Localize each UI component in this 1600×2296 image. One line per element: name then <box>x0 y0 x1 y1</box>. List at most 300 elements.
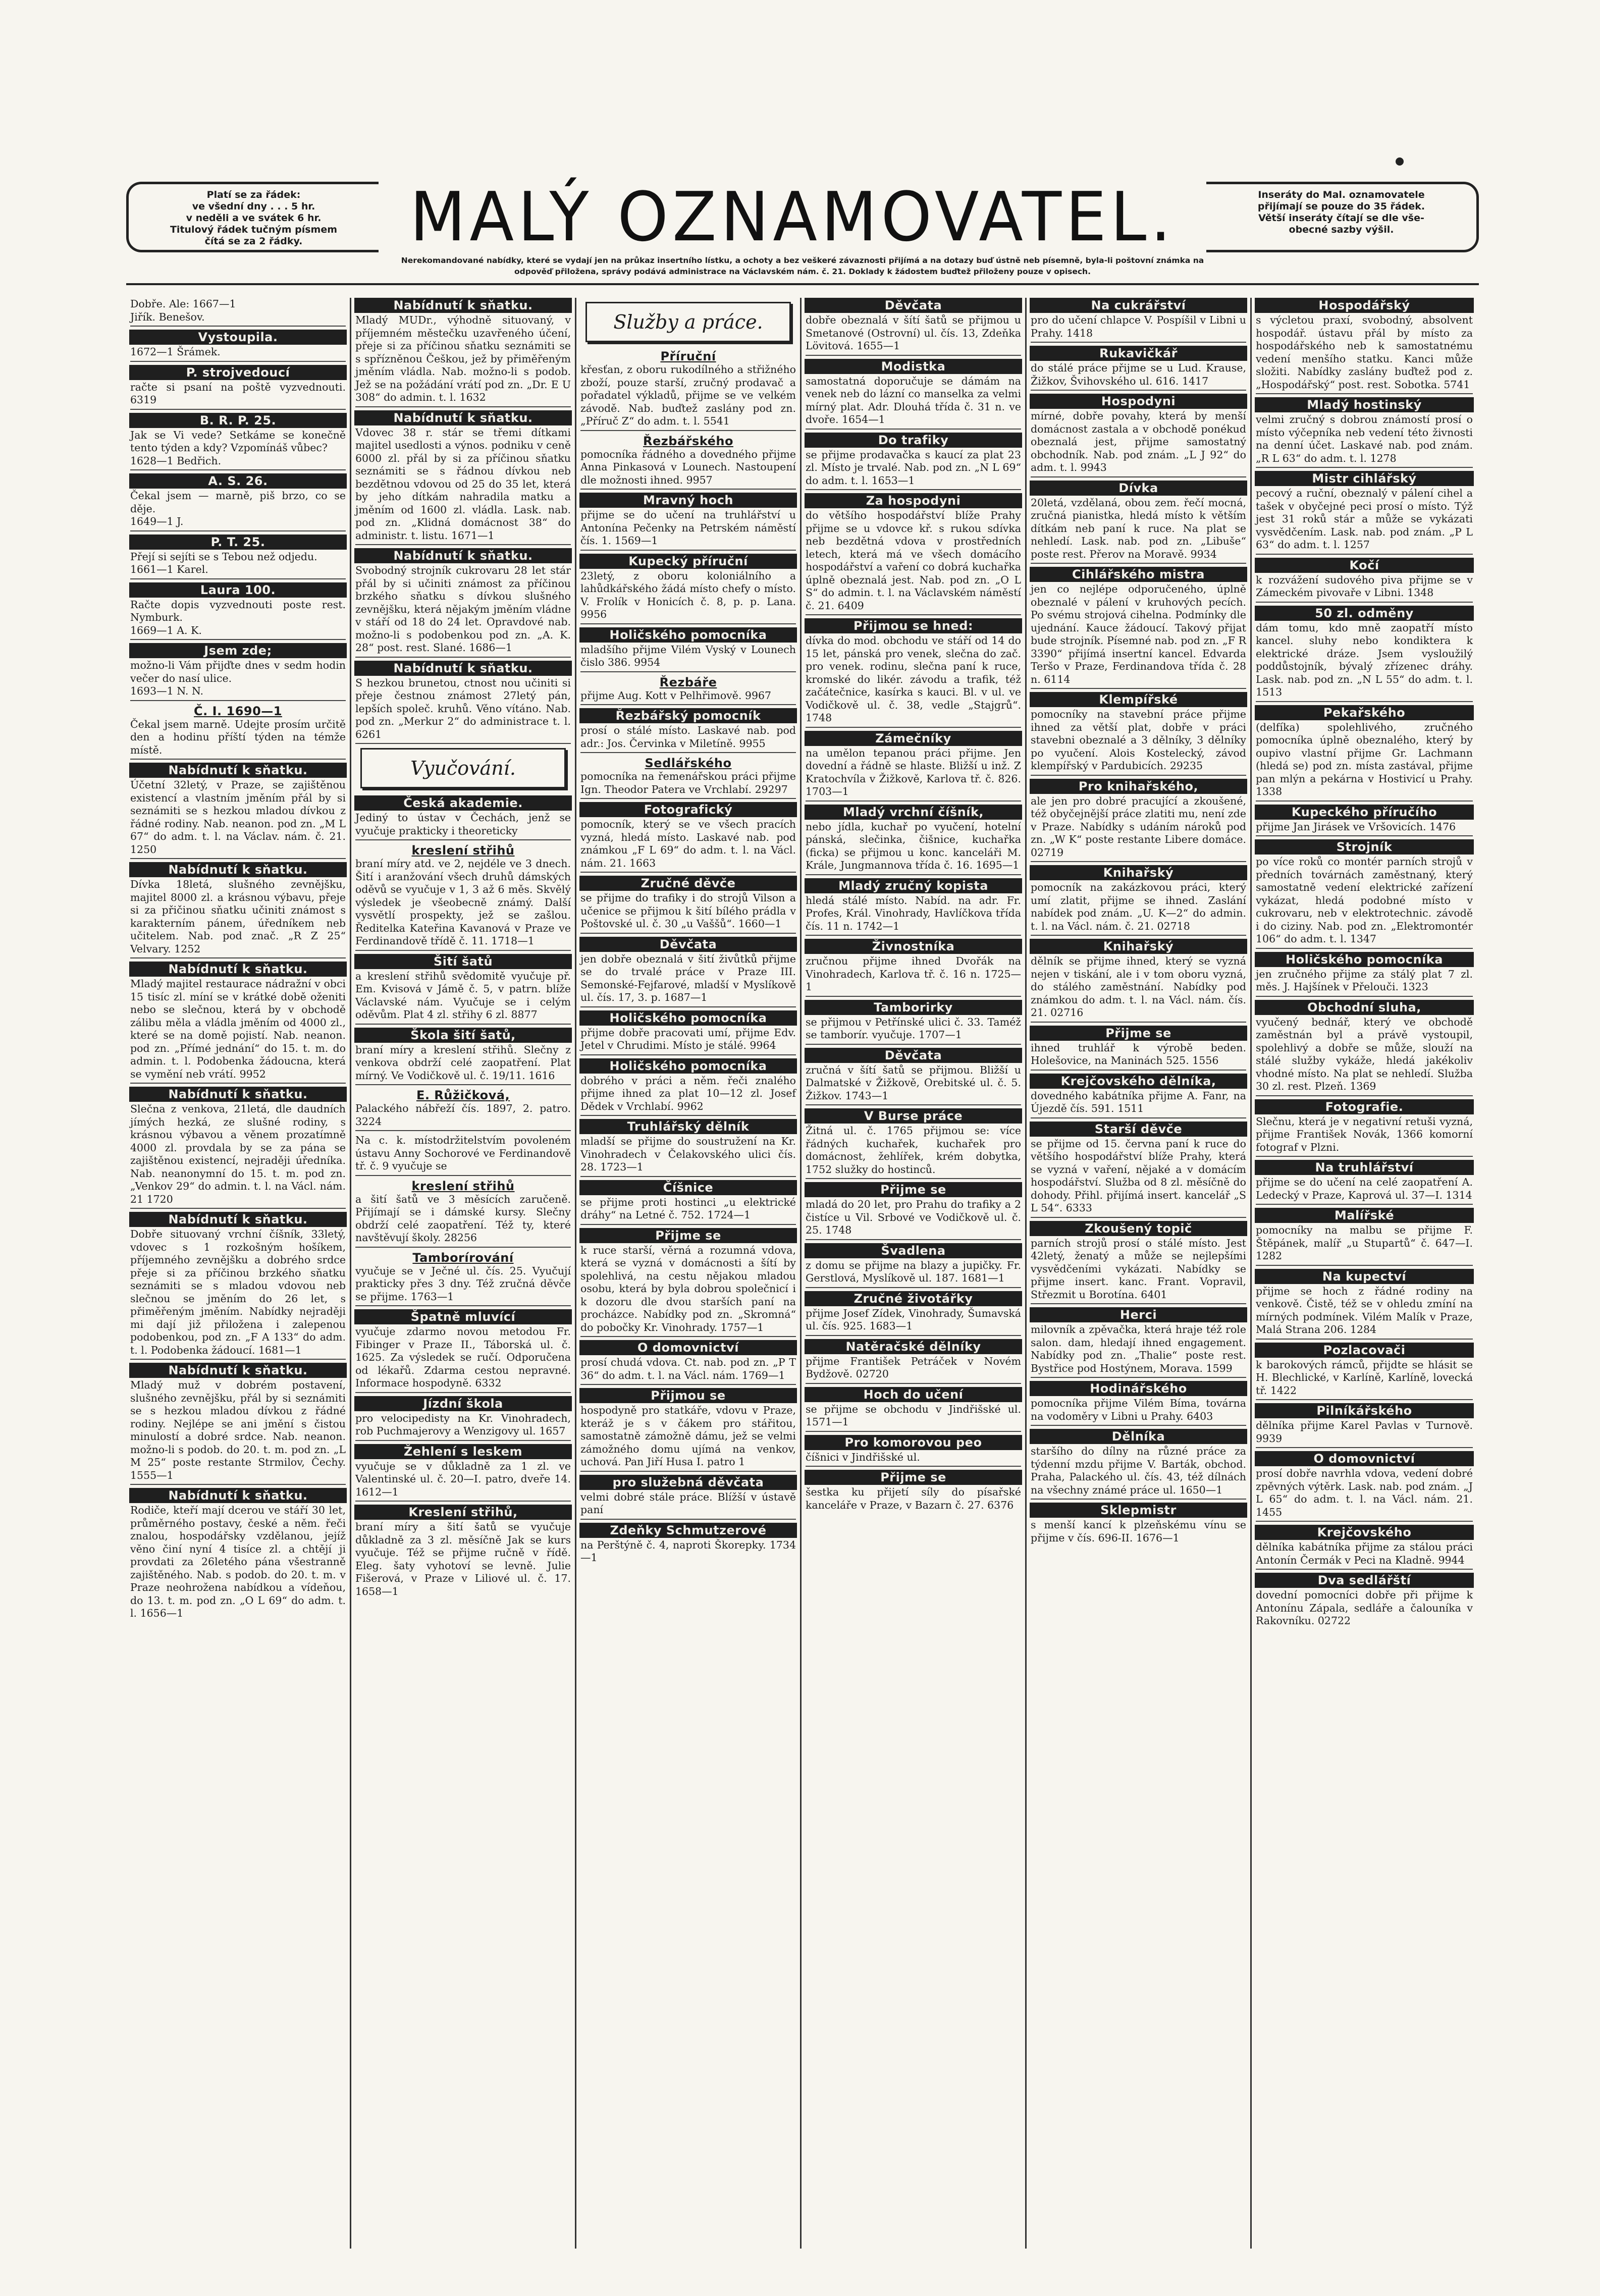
ink-dot <box>1396 157 1404 166</box>
newspaper-page <box>126 174 1479 2244</box>
section-title-text: MALÝ OZNAMOVATEL. <box>410 177 1175 257</box>
classified-ad <box>130 1363 346 1485</box>
ad-heading: Mladý zručný kopista <box>805 878 1022 893</box>
ad-heading: Malířské <box>1255 1208 1474 1223</box>
ad-body: vyučený bednář, který ve obchodě zaměstnán byl a právě vystoupil, spolehlivý a dobře se může, slouží na stálé služby vykáže, hledá jakékoliv vhodné místo. Na plat se nehledí. Služba 30 zl. rest. Plzeň. 1369 <box>1256 1016 1473 1092</box>
ad-heading: Dělníka <box>1030 1429 1247 1444</box>
classified-ad <box>355 661 571 744</box>
classified-ad <box>130 365 346 410</box>
classified-ad <box>580 876 796 934</box>
ad-body: parních strojů prosí o stálé místo. Jest 42letý, ženatý a může se nejlepšími vysvědčeními vykázati. Nabídky se přijme insert. kanc. Frant. Vopravil, Střezmit u Borotína. 6401 <box>1031 1237 1246 1301</box>
ad-heading: Holičského pomocníka <box>579 1010 797 1026</box>
classified-ad <box>130 862 346 958</box>
ad-body: z domu se přijme na blazy a jupičky. Fr. Gerstlová, Myslíkově ul. 187. 1681—1 <box>806 1259 1021 1284</box>
classified-ad <box>580 1010 796 1055</box>
ad-body: 23letý, z oboru koloniálního a lahůdkářského žádá místo chefy o místo. V. Frolík v Honicích č. 8, p. p. Lana. 9956 <box>580 569 796 620</box>
classified-ad <box>130 582 346 640</box>
classified-ad <box>806 493 1021 615</box>
classified-ad <box>1031 939 1246 1023</box>
ad-heading: Mravný hoch <box>579 493 797 508</box>
ad-heading: Krejčovského <box>1255 1525 1474 1540</box>
classified-ad <box>580 434 796 490</box>
ad-heading: Mladý vrchní číšník, <box>805 805 1022 820</box>
ad-body: Vdovec 38 r. stár se třemi dítkami majitel usedlosti a výnos. podniku v ceně 6000 zl. přál by si za příčinou sňatku seznámiti se s řádnou dívkou neb bezdětnou vdovou od 25 do 35 let, která by jeho dítkám nahradila matku a jměním od 1600 zl. vládla. Lask. nab. pod zn. „Klidná domácnost 38“ do administr. t. listu. 1671—1 <box>355 426 571 542</box>
ad-heading: Na truhlářství <box>1255 1160 1474 1175</box>
ad-body: se přijme do trafiky i do strojů Vilson a učenice se přijmou k šití bílého prádla v Poštovské ul. č. 30 „u Vaššů“. 1660—1 <box>580 892 796 930</box>
ad-heading: Knihařský <box>1030 865 1247 880</box>
classified-ad <box>1256 606 1473 702</box>
classified-ad <box>806 1048 1021 1106</box>
ad-body: Rodiče, kteří mají dcerou ve stáří 30 let, průměrného postavy, české a něm. řeči znalou, hospodářsky vzdělanou, jejíž věno činí nyní 4 tisíce zl. a chtějí ji provdati za 26letého pána všestranně zajištěného. Nab. s podob. do 20. t. m. v Praze neohrožena nabídkou a vídeňou, do 13. t. m. pod zn. „O L 69“ do adm. t. l. 1656—1 <box>130 1504 346 1619</box>
rules-line: Větší inseráty čítají se dle vše- <box>1258 212 1424 224</box>
ad-body: nebo jídla, kuchař po vyučení, hotelní pánská, slečinka, čišnice, kuchařka (ficka) se přijmou u konc. kanceláři M. Krále, Jungmannova třída č. 16. 1695—1 <box>806 820 1021 871</box>
classified-ad <box>1031 480 1246 564</box>
ad-body: braní míry atd. ve 2, nejdéle ve 3 dnech. Šití i aranžování všech druhů dámských oděvů se vyučuje v 1, 3 až 6 měs. Skvělý výsledek je všeobecně známý. Další vysvětlí prospekty, jež se zašlou. Ředitelka Kateřina Kavanová v Praze ve Ferdinandově třídě č. 11. 1718—1 <box>355 858 571 947</box>
ad-body: pomocníka na řemenářskou práci přijme Ign. Theodor Patera ve Vrchlabí. 29297 <box>580 770 796 795</box>
classified-ad <box>1256 1343 1473 1401</box>
classified-ad <box>806 1470 1021 1514</box>
ad-body: se přijme proti hostinci „u elektrické dráhy“ na Letné č. 752. 1724—1 <box>580 1196 796 1221</box>
ad-heading: Fotografický <box>579 802 797 817</box>
ad-body: velmi zručný s dobrou známostí prosí o místo výčepníka neb vedení této živnosti na denní účet. Laskavé nab. pod znám. „R L 63“ do adm. t. l. 1278 <box>1256 413 1473 464</box>
classified-ad <box>1031 394 1246 477</box>
classified-ad <box>355 1251 571 1307</box>
classified-ad <box>580 1058 796 1116</box>
classified-ad <box>580 708 796 753</box>
section-banner: Služby a práce. <box>585 302 791 342</box>
ad-heading: Zámečníky <box>805 731 1022 746</box>
classified-ad <box>355 1505 571 1600</box>
ad-body: s menší kancí k plzeňskému vínu se přijme v čís. 696-II. 1676—1 <box>1031 1519 1246 1544</box>
ad-heading: Živnostníka <box>805 939 1022 954</box>
ad-body: dělník se přijme ihned, který se vyzná nejen v tiskání, ale i v tom oboru vyzná, do stálého zaměstnání. Nabídky pod známkou do adm. t. l. na Václ. nám. čís. 21. 02716 <box>1031 955 1246 1019</box>
classified-ad <box>1031 1381 1246 1426</box>
classified-columns <box>126 298 1479 2249</box>
ad-heading: Krejčovského dělníka, <box>1030 1074 1247 1089</box>
classified-ad <box>806 433 1021 491</box>
ad-body: dívka do mod. obchodu ve stáří od 14 do 15 let, pánská pro venek, slečna do zač. pro venek. rodinu, slečna paní k ruce, kromské do likér. závodu a trafik, též začátečnice, kasírka s kauci. Bl. v ul. ve Vodičkově ul. č. 38, vedle „Stajgrů“. 1748 <box>806 634 1021 724</box>
ad-body: se přijmou v Petřínské ulici č. 33. Taméž se tamborír. vyučuje. 1707—1 <box>806 1016 1021 1041</box>
ad-heading: Jízdní škola <box>354 1396 572 1411</box>
ad-body: dobře obeznalá v šítí šatů se přijmou u Smetanové (Ostrovní) ul. čís. 13, Zdeňka Lövitová. 1655—1 <box>806 314 1021 352</box>
ad-body: přijme se hoch z řádné rodiny na venkově. Čistě, též se v ohledu zmíní na mírných podmínek. Vilém Malík v Praze, Malá Strana 206. 1284 <box>1256 1285 1473 1336</box>
ad-heading: Herci <box>1030 1307 1247 1322</box>
ad-heading: Nabídnutí k sňatku. <box>129 1212 347 1227</box>
classified-ad <box>1256 1525 1473 1570</box>
ad-heading: Hospodyni <box>1030 394 1247 409</box>
ad-body: vyučuje se v důkladně za 1 zl. ve Valentinské ul. č. 20—I. patro, dveře 14. 1612—1 <box>355 1460 571 1498</box>
ad-heading: Nabídnutí k sňatku. <box>129 1488 347 1503</box>
ad-body: přijme František Petráček v Novém Bydžově. 02720 <box>806 1355 1021 1380</box>
classified-ad <box>806 298 1021 356</box>
column-2 <box>351 298 576 2249</box>
ad-body: 1672—1 Šrámek. <box>130 346 221 358</box>
column-6 <box>1252 298 1477 2249</box>
classified-ad <box>355 1179 571 1248</box>
ad-body: přijme dobře pracovati umí, přijme Edv. Jetel v Chrudimi. Místo je stálé. 9964 <box>580 1026 796 1051</box>
ad-heading: Strojník <box>1255 839 1474 855</box>
ad-body: s výcletou praxí, svobodný, absolvent hospodář. ústavu přál by místo za hospodářského neb k samostatnému vedení menšího statku. Kanci může složiti. Nabídky zaslány buďtež pod z. „Hospodářský“ post. rest. Sobotka. 5741 <box>1256 314 1473 391</box>
ad-body: Na c. k. místodržitelstvím povoleném ústavu Anny Sochorové ve Ferdinandově tř. č. 9 vyučuje se <box>355 1134 571 1172</box>
ad-body: pomocníky na stavební práce přijme ihned za větší plat, dobře v práci stavebni obeznalé a 3 dělníky, 3 dělníky po vyučení. Alois Kostelecký, závod klempířský v Pardubicích. 29235 <box>1031 708 1246 772</box>
ad-heading: Přijmou se <box>579 1388 797 1403</box>
classified-ad <box>580 1119 796 1177</box>
classified-ad <box>1256 1403 1473 1448</box>
ad-heading: Kreslení střihů, <box>354 1505 572 1520</box>
ad-heading: Děvčata <box>805 298 1022 313</box>
ad-body: jen co nejlépe odporučeného, úplně obeznalé v pálení v kruhových pecích. Po svému strojová cihelna. Podmínky dle ujednání. Kauce žádoucí. Takový přijat bude strojník. Písemné nab. pod zn. „F R 3390“ přijímá insertní kancel. Edvarda Teršo v Praze, Ferdinandova třída č. 28 n. 6114 <box>1031 583 1246 685</box>
ad-heading: Číšnice <box>579 1180 797 1195</box>
classified-ad <box>1256 1160 1473 1205</box>
classified-ad <box>1031 298 1246 343</box>
ad-heading: Nabídnutí k sňatku. <box>129 1363 347 1378</box>
ad-heading: Za hospodyni <box>805 493 1022 508</box>
classified-ad <box>1031 567 1246 689</box>
ad-body: samostatná doporučuje se dámám na venek neb do lázní co manselka za velmi mírný plat. Adr. Dlouhá třída č. 31 n. ve dvoře. 1654—1 <box>806 375 1021 425</box>
ad-heading: Knihařský <box>1030 939 1247 954</box>
ad-heading: Kupecký příruční <box>579 554 797 569</box>
classified-ad <box>1031 865 1246 936</box>
ad-body: přijme Josef Zídek, Vinohrady, Šumavská ul. čís. 925. 1683—1 <box>806 1307 1021 1332</box>
ad-body: braní míry a kreslení střihů. Slečny z venkova obdrží celé zaopatření. Plat mírný. Ve Vodičkově ul. č. 19/11. 1616 <box>355 1043 571 1082</box>
ad-body: pomocníka přijme Vilém Bíma, továrna na vodoměry v Libni u Prahy. 6403 <box>1031 1397 1246 1422</box>
ad-body: prosí o stálé místo. Laskavé nab. pod adr.: Jos. Červinka v Miletíně. 9955 <box>580 724 796 750</box>
classified-ad <box>355 954 571 1025</box>
classified-ad <box>1256 705 1473 802</box>
section-banner: Vyučování. <box>360 748 566 788</box>
ad-body: zručná v šítí šatů se přijmou. Bližší u Dalmatské v Žižkově, Orebitské ul. č. 5. Žižkov. 1743—1 <box>806 1063 1021 1102</box>
notice-line: Nerekomandované nabídky, které se vydají jen na průkaz insertního lístku, a ochoty a bez veškeré závaznosti přijímá a na dotazy buď ústně neb písemně, byla-li poštovní známka na <box>401 256 1204 265</box>
ad-body: ihned truhlář k výrobě beden. Holešovice, na Maninách 525. 1556 <box>1031 1041 1246 1066</box>
masthead <box>126 174 1479 268</box>
price-line: ve všední dny . . . 5 hr. <box>192 201 315 212</box>
ad-body: křesťan, z oboru rukodílného a střižného zboží, pouze starší, zručný prodavač a pořadatel výkladů, přijme se ve velkém závodě. Nab. buďtež zaslány pod zn. „Příruč Z“ do adm. t. l. 5541 <box>580 363 796 427</box>
ad-body: a šití šatů ve 3 měsících zaručeně. Přijímají se i dámské kursy. Slečny obdrží celé zaopatření. Též ty, které navštěvují školy. 28256 <box>355 1193 571 1244</box>
classified-ad <box>130 704 346 760</box>
ad-heading: P. strojvedoucí <box>129 365 347 380</box>
ad-heading: Holičského pomocníka <box>579 627 797 643</box>
ad-heading: Nabídnutí k sňatku. <box>354 661 572 676</box>
classified-ad <box>130 535 346 579</box>
ad-body: se přijme prodavačka s kaucí za plat 23 zl. Místo je trvalé. Nab. pod zn. „N L 69“ do adm. t. l. 1653—1 <box>806 448 1021 487</box>
ad-body: přijme Aug. Kott v Pelhřimově. 9967 <box>580 689 772 702</box>
classified-ad <box>355 1396 571 1441</box>
ad-body: pomocník na zakázkovou práci, který umí zlatit, přijme se ihned. Zaslání nabídek pod znám. „U. K—2“ do admin. t. l. na Václ. nám. č. 21. 02718 <box>1031 881 1246 932</box>
ad-body: pecový a ruční, obeznalý v pálení cihel a tašek v obyčejné peci prosí o místo. Týž jest 31 roků stár a může se vykázati vysvědčením. Lask. nab. pod znám. „P L 63“ do adm. t. l. 1257 <box>1256 487 1473 551</box>
ad-body: Jediný to ústav v Čechách, jenž se vyučuje prakticky i theoreticky <box>355 812 571 837</box>
ad-body: jen zručného přijme za stálý plat 7 zl. měs. J. Hajšínek v Přelouči. 1323 <box>1256 968 1473 993</box>
ad-heading: pro služebná děvčata <box>579 1475 797 1490</box>
classified-ad <box>355 1444 571 1502</box>
ad-heading: E. Růžičková, <box>416 1088 510 1102</box>
ad-body: (delfíka) spolehlivého, zručného pomocníka úplně obeznalého, který by oupivo vlastní přijme Gr. Lachmann (hledá se) pod zn. místa zastával, přijme pan mlýn a pekárna v Hostivicí u Prahy. 1338 <box>1256 721 1473 797</box>
column-3 <box>576 298 802 2249</box>
classified-ad <box>355 298 571 407</box>
ad-heading: Zdeňky Schmutzerové <box>579 1523 797 1538</box>
ad-heading: 50 zl. odměny <box>1255 606 1474 621</box>
classified-ad <box>580 349 796 431</box>
classified-ad <box>355 1134 571 1176</box>
classified-ad <box>580 554 796 624</box>
ad-heading: V Burse práce <box>805 1108 1022 1124</box>
classified-ad <box>580 756 796 799</box>
ad-heading: O domovnictví <box>1255 1451 1474 1466</box>
ad-heading: Nabídnutí k sňatku. <box>129 763 347 778</box>
classified-ad <box>1256 1451 1473 1522</box>
classified-ad <box>130 413 346 471</box>
ad-heading: Přijme se <box>1030 1026 1247 1041</box>
ad-body: možno-li Vám přijďte dnes v sedm hodin večer do nasí ulice. 1693—1 N. N. <box>130 659 346 697</box>
classified-ad <box>1031 346 1246 391</box>
classified-ad <box>806 1182 1021 1240</box>
ad-heading: Sklepmistr <box>1030 1503 1247 1518</box>
ad-heading: Škola šití šatů, <box>354 1028 572 1043</box>
classified-ad <box>580 802 796 873</box>
ad-heading: Řezbářského <box>643 434 733 448</box>
classified-ad <box>580 493 796 551</box>
ad-heading: Mladý hostinský <box>1255 397 1474 412</box>
ad-body: Slečna z venkova, 21letá, dle daudních jímých hezká, ze slušné rodiny, s krásnou výbavou a věnem prozatímně 4000 zl. provdala by se za pána se zajištěnou existencí, nejraději úředníka. Nab. neanonymní do 15. t. m. pod zn. „Venkov 29“ do admin. t. l. na Václ. nám. 21 1720 <box>130 1103 346 1205</box>
rules-line: přijímají se pouze do 35 řádek. <box>1257 201 1425 212</box>
ad-body: Mladý muž v dobrém postavení, slušného zevnějšku, přál by si seznámiti se s hezkou mladou dívkou z řádné rodiny. Nejlépe se ani jmění s čistou minulostí a dobré srdce. Nab. neanon. možno-li s podob. do 20. t. m. pod zn. „L M 25“ poste restante Strmilov, Čechy. 1555—1 <box>130 1379 346 1481</box>
ad-heading: Do trafiky <box>805 433 1022 448</box>
ad-heading: Cihlářského mistra <box>1030 567 1247 582</box>
column-1 <box>126 298 351 2249</box>
classified-ad <box>1256 471 1473 555</box>
ad-body: dělníka přijme Karel Pavlas v Turnově. 9939 <box>1256 1419 1473 1445</box>
ad-body: prosí chudá vdova. Ct. nab. pod zn. „P T 36“ do adm. t. l. na Václ. nám. 1769—1 <box>580 1356 796 1381</box>
ad-body: račte si psaní na poště vyzvednouti. 6319 <box>130 381 346 406</box>
ad-body: na umělon tepanou práci přijme. Jen dovední a řádně se hlaste. Bližší u inž. Z Kratochvíla v Žižkově, Karlova tř. č. 826. 1703—1 <box>806 746 1021 797</box>
ad-body: Dívka 18letá, slušného zevnějšku, majitel 8000 zl. a krásnou výbavu, přeje si za přičinou sňatku učiniti známost s karakterním pánem, úředníkem neb učitelem. Nab. pod znač. „R Z 25“ Velvary. 1252 <box>130 878 346 955</box>
ad-body: do většího hospodářství blíže Prahy přijme se u vdovce kř. s rukou sdívka neb bezdětná vdova v prostředních letech, která má ve všech domácího hospodářství a vaření co dobrá kuchařka úplně obeznalá jest. Nab. pod zn. „O L S“ do admin. t. l. na Václavském náměstí č. 21. 6409 <box>806 509 1021 612</box>
ad-body: ale jen pro dobré pracující a zkoušené, též obyčejnější práce zlatiti mu, není zde v Praze. Nabídky s udáním nároků pod zn. „W K“ poste restante Libere domáce. 02719 <box>1031 794 1246 859</box>
classified-ad <box>355 410 571 546</box>
column-5 <box>1027 298 1252 2249</box>
classified-ad <box>580 1340 796 1385</box>
ad-body: k rozvážení sudového piva přijme se v Zámeckém pivovaře v Libni. 1348 <box>1256 573 1473 599</box>
classified-ad <box>806 1339 1021 1384</box>
classified-ad <box>1031 1429 1246 1500</box>
ad-body: šestka ku přijetí síly do písařské kanceláře v Praze, v Bazarn č. 27. 6376 <box>806 1486 1021 1511</box>
ad-body: dám tomu, kdo mně zaopatří místo kancel. sluhy nebo kondiktera k elektrické dráze. Jsem vysloužilý poddůstojník, bývalý zřízenec dráhy. Lask. nab. pod zn. „N L 55“ do adm. t. l. 1513 <box>1256 621 1473 698</box>
classified-ad <box>130 473 346 531</box>
classified-ad <box>130 962 346 1084</box>
ad-body: na Perštýně č. 4, naproti Škorepky. 1734—1 <box>580 1538 796 1564</box>
ad-heading: Laura 100. <box>129 582 347 598</box>
ad-body: pomocník, který se ve všech pracích vyzná, hledá místo. Laskavé nab. pod známkou „F L 69“ do adm. t. l. na Václ. nám. 21. 1663 <box>580 818 796 869</box>
ad-heading: Nabídnutí k sňatku. <box>354 548 572 563</box>
classified-ad <box>1031 692 1246 776</box>
ad-body: Jak se Vi vede? Setkáme se konečně tento týden a kdy? Vzpomínáš vůbec? 1628—1 Bedřich. <box>130 429 346 467</box>
ad-heading: Klempířské <box>1030 692 1247 707</box>
ad-heading: Nabídnutí k sňatku. <box>129 862 347 877</box>
ad-heading: Příruční <box>660 349 716 363</box>
ad-heading: Vystoupila. <box>129 330 347 345</box>
ad-body: Dobře. Ale: 1667—1 Jiřík. Benešov. <box>130 298 236 323</box>
ad-heading: Sedlářského <box>645 756 732 770</box>
classified-ad <box>806 1243 1021 1288</box>
classified-ad <box>1256 298 1473 394</box>
ad-body: k ruce starší, věrná a rozumná vdova, která se vyzná v domácnosti a šítí by spolehlivá, na cestu nějakou mladou osobu, která by byla dobrou společnicí i k dozoru dle dvou starších paní na procházce. Nabídky pod zn. „Skromná“ do pobočky Kr. Vinohrady. 1757—1 <box>580 1244 796 1333</box>
ad-body: dělníka kabátníka přijme za stálou práci Antonín Čermák v Peci na Kladně. 9944 <box>1256 1541 1473 1566</box>
classified-ad <box>580 937 796 1007</box>
ad-heading: Dívka <box>1030 480 1247 496</box>
column-4 <box>802 298 1027 2249</box>
classified-ad <box>1031 1122 1246 1218</box>
ad-heading: Pro knihařského, <box>1030 779 1247 794</box>
ad-body: prosí dobře navrhla vdova, vedení dobré zpěvných výtěrk. Lask. nab. pod znám. „J L 65“ do adm. t. l. na Václ. nám. 21. 1455 <box>1256 1467 1473 1518</box>
ad-heading: A. S. 26. <box>129 473 347 489</box>
classified-ad <box>1256 952 1473 997</box>
ad-heading: Řezbářský pomocník <box>579 708 797 723</box>
ad-heading: Žehlení s leskem <box>354 1444 572 1459</box>
ad-body: Čekal jsem — marně, piš brzo, co se děje. 1649—1 J. <box>130 490 346 527</box>
ad-body: pro do učení chlapce V. Pospíšil v Libni u Prahy. 1418 <box>1031 314 1246 339</box>
ad-body: pomocníka řádného a dovedného přijme Anna Pinkasová v Lounech. Nastoupení dle možnosti ihned. 9957 <box>580 448 796 486</box>
ad-heading: Rukavičkář <box>1030 346 1247 361</box>
ad-body: přijme Jan Jirásek ve Vršovicích. 1476 <box>1256 820 1456 833</box>
ad-body: do stálé práce přijme se u Lud. Krause, Žižkov, Švihovského ul. 616. 1417 <box>1031 362 1246 387</box>
ad-heading: Pekařského <box>1255 705 1474 720</box>
ad-body: braní míry a šití šatů se vyučuje důkladně za 3 zl. měsíčně Jak se kurs vyučuje. Též se přijme ručně v řídě. Eleg. šaty vyhotoví se levně. Julie Fišerová, v Praze v Liliové ul. č. 17. 1658—1 <box>355 1521 571 1597</box>
ad-heading: Jsem zde; <box>129 643 347 658</box>
ad-body: zručnou přijme ihned Dvořák na Vinohradech, Karlova tř. č. 16 n. 1725—1 <box>806 955 1021 993</box>
ad-body: dovední pomocníci dobře při přijme k Antonínu Zápala, sedláře a čalouníka v Rakovníku. 02722 <box>1256 1589 1473 1627</box>
ad-body: milovník a zpěvačka, která hraje též role salon. dam, hledají ihned engagement. Nabídky pod zn. „Thalie“ poste rest. Bystřice pod Hostýnem, Morava. 1599 <box>1031 1323 1246 1374</box>
ad-heading: Modistka <box>805 359 1022 374</box>
classified-ad <box>130 1488 346 1622</box>
ad-heading: Řezbáře <box>659 675 717 689</box>
ad-body: Dobře situovaný vrchní číšník, 33letý, vdovec s 1 rozkošným hošíkem, příjemného zevnějšku a dobrého srdce přeje si za příčinou brzkého sňatku seznámiti se s mladou vdovou neb slečnou se jměním do 26 let, s přiměřeným jměním. Nabídky nejraději mi dají již přiložena i zalepenou podobenkou, pod zn. „F A 133“ do adm. t. l. Podobenka žádoucí. 1681—1 <box>130 1228 346 1356</box>
classified-ad <box>1256 1099 1473 1157</box>
classified-ad <box>806 1291 1021 1336</box>
ad-body: mladší se přijme do soustružení na Kr. Vinohradech v Čelakovského ulici čís. 28. 1723—1 <box>580 1135 796 1173</box>
classified-ad <box>130 763 346 859</box>
ad-heading: Česká akademie. <box>354 795 572 811</box>
classified-ad <box>355 1028 571 1086</box>
classified-ad <box>1256 1000 1473 1096</box>
ad-body: mladá do 20 let, pro Prahu do trafiky a 2 čistíce u Vil. Srbové ve Vodičkově ul. č. 25. 1748 <box>806 1198 1021 1236</box>
ad-heading: Nabídnutí k sňatku. <box>129 1087 347 1102</box>
classified-ad <box>1256 1208 1473 1266</box>
ad-heading: Děvčata <box>579 937 797 952</box>
classified-ad <box>1256 839 1473 949</box>
ad-body: Účetní 32letý, v Praze, se zajištěnou existencí a vlastním jměním přál by si seznámiti se s hezkou mladou dívkou z řádné rodiny. Nab. neanon. pod zn. „M L 67“ do adm. t. l. na Václav. nám. č. 21. 1250 <box>130 779 346 856</box>
ad-heading: Natěračské dělníky <box>805 1339 1022 1354</box>
ad-body: se přijme od 15. června paní k ruce do většího hospodářství blíže Prahy, která se vyzná v vaření, nějaké a v domácím hospodářství. Služba od 8 zl. měsíčně do dohody. Přihl. přijímá insert. kancelář „S L 54“. 6333 <box>1031 1137 1246 1214</box>
classified-ad <box>355 1088 571 1131</box>
ad-body: mírné, dobře povahy, která by menší domácnost zastala a v obchodě ponékud obeznalá jest, přijme samostatný obchodník. Nab. pod znám. „L J 92“ do adm. t. l. 9943 <box>1031 410 1246 473</box>
classified-ad <box>806 1108 1021 1179</box>
ad-heading: kreslení střihů <box>411 843 515 858</box>
ad-body: hospodyně pro statkáře, vdovu v Praze, kteráž je s v čákem pro stářitou, samostatně zámožně dámu, jež se velmi zámožného domu ujímá na venkov, uchová. Pan Jiří Husa I. patro 1 <box>580 1404 796 1468</box>
classified-ad <box>355 843 571 951</box>
ad-body: přijme se do učení na celé zaopatření A. Ledecký v Praze, Kaprová ul. 37—I. 1314 <box>1256 1176 1473 1201</box>
ad-body: hledá stálé místo. Nabíd. na adr. Fr. Profes, Král. Vinohrady, Havlíčkova třída čís. 11 n. 1742—1 <box>806 894 1021 932</box>
ad-heading: O domovnictví <box>579 1340 797 1355</box>
classified-ad <box>1256 397 1473 468</box>
ad-body: dobrého v práci a něm. řeči znalého přijme ihned za plat 10—12 zl. Josef Dědek v Vrchlabí. 9962 <box>580 1074 796 1112</box>
ad-body: mladšího přijme Vilém Vyský v Lounech čislo 386. 9954 <box>580 643 796 668</box>
ad-heading: Mistr cihlářský <box>1255 471 1474 486</box>
ad-body: k barokových rámců, přijdte se hlásit se H. Blechlické, v Karlíně, Karlíně, lovecká tř. 1422 <box>1256 1358 1473 1397</box>
ad-body: velmi dobré stále práce. Blížší v ústavě paní <box>580 1490 796 1516</box>
classified-ad <box>130 298 346 327</box>
ad-heading: Děvčata <box>805 1048 1022 1063</box>
classified-ad <box>1256 1573 1473 1630</box>
administration-notice <box>126 255 1479 285</box>
classified-ad <box>1256 805 1473 837</box>
ad-heading: Špatně mluvící <box>354 1309 572 1324</box>
ad-heading: Hodinářského <box>1030 1381 1247 1396</box>
ad-heading: Fotografie. <box>1255 1099 1474 1114</box>
classified-ad <box>580 1523 796 1567</box>
ad-body: S hezkou brunetou, ctnost nou učiniti si přeje čestnou známost 27letý pán, lepších společ. kruhů. Věno vítáno. Nab. pod zn. „Merkur 2“ do administrace t. l. 6261 <box>355 676 571 740</box>
classified-ad <box>580 1475 796 1520</box>
ad-heading: Švadlena <box>805 1243 1022 1258</box>
ad-heading: Truhlářský dělník <box>579 1119 797 1134</box>
price-line: v neděli a ve svátek 6 hr. <box>186 212 322 224</box>
ad-heading: Na kupectví <box>1255 1269 1474 1284</box>
classified-ad <box>355 1309 571 1393</box>
ad-body: 20letá, vzdělaná, obou zem. řečí mocná, zručná pianistka, hledá místo k větším dítkám neb paní k ruce. Na plat se nehledí. Lask. nab. pod zn. „Libuše“ poste rest. Přerov na Moravě. 9934 <box>1031 496 1246 560</box>
classified-ad <box>806 1435 1021 1467</box>
ad-heading: Nabídnutí k sňatku. <box>129 962 347 977</box>
section-title <box>381 174 1204 260</box>
ad-heading: Zručné životářky <box>805 1291 1022 1306</box>
classified-ad <box>806 1387 1021 1432</box>
classified-ad <box>580 1388 796 1472</box>
ad-body: Žitná ul. č. 1765 přijmou se: více řádných kuchařek, kuchařek pro domácnost, žehlířek, krém dobytka, 1752 služky do hostinců. <box>806 1125 1021 1176</box>
ad-body: Svobodný strojník cukrovaru 28 let stár přál by si učiniti známost za příčinou brzkého sňatku s dívkou slušného zevnějšku, která nějakým jměním vládne v stáří od 18 do 24 let. Opravdové nab. možno-li s podobenkou pod zn. „A. K. 28“ post. rest. Slané. 1686—1 <box>355 564 571 654</box>
ad-heading: Holičského pomocníka <box>579 1058 797 1074</box>
classified-ad <box>806 359 1021 430</box>
ad-heading: Starší děvče <box>1030 1122 1247 1137</box>
ad-heading: Šití šatů <box>354 954 572 969</box>
ad-heading: Na cukrářství <box>1030 298 1247 313</box>
ad-heading: kreslení střihů <box>411 1179 515 1193</box>
classified-ad <box>580 627 796 672</box>
classified-ad <box>806 939 1021 997</box>
ad-heading: Přijme se <box>579 1228 797 1243</box>
ad-heading: Dva sedlářští <box>1255 1573 1474 1588</box>
classified-ad <box>1031 1221 1246 1305</box>
price-line: Titulový řádek tučným písmem <box>170 224 338 235</box>
ad-heading: Nabídnutí k sňatku. <box>354 410 572 425</box>
price-line: Platí se za řádek: <box>206 189 301 200</box>
ad-body: Čekal jsem marně. Udejte prosím určitě den a hodinu příští týden na témže místě. <box>130 718 346 756</box>
classified-ad <box>806 1000 1021 1045</box>
classified-ad <box>580 675 796 706</box>
ad-heading: Nabídnutí k sňatku. <box>354 298 572 313</box>
classified-ad <box>355 548 571 658</box>
ad-heading: Pozlacovači <box>1255 1343 1474 1358</box>
ad-body: Mladý MUDr., výhodně situovaný, v příjemném městečku uzavřeného účení, přeje si za příčinou sňatku seznámiti se s spřízněnou Češkou, jež by přiměřeným jměním vládla. Nab. možno-li s podob. Jež se na požádání vrátí pod zn. „Dr. E U 308“ do admin. t. l. 1632 <box>355 314 571 403</box>
classified-ad <box>806 731 1021 802</box>
ad-body: Račte dopis vyzvednouti poste rest. Nymburk. 1669—1 A. K. <box>130 598 346 636</box>
ad-heading: Zkoušený topič <box>1030 1221 1247 1236</box>
classified-ad <box>130 1212 346 1360</box>
classified-ad <box>1031 1503 1246 1546</box>
price-line: čítá se za 2 řádky. <box>204 236 303 247</box>
ad-body: po více roků co montér parních strojů v předních továrnách zaměstnaný, který samostatně vedení elektrické zařízení vykázat, hledá podobné místo v cukrovaru, neb v elektrotechnic. závodě i do ciziny. Nab. pod zn. „Elektromontér 106“ do adm. t. l. 1347 <box>1256 856 1473 945</box>
ad-body: Mladý majitel restaurace nádražní v obci 15 tisíc zl. míní se v krátké době oženiti nebo se slečnou, která by v obchodě zálibu měla a vládla jměním od 4000 zl., které se na domě pojistí. Nab. neanon. pod zn. „Přímé jednání“ do 15. t. m. do admin. t. l. Podobenka žádoucna, která se vymění neb vrátí. 9952 <box>130 978 346 1080</box>
notice-line: odpověď přiložena, správy podává administrace na Václavském nám. č. 21. Doklady k žádostem buďtež přiloženy pouze v opisech. <box>514 267 1091 276</box>
classified-ad <box>580 1228 796 1338</box>
classified-ad <box>355 795 571 840</box>
classified-ad <box>130 330 346 362</box>
